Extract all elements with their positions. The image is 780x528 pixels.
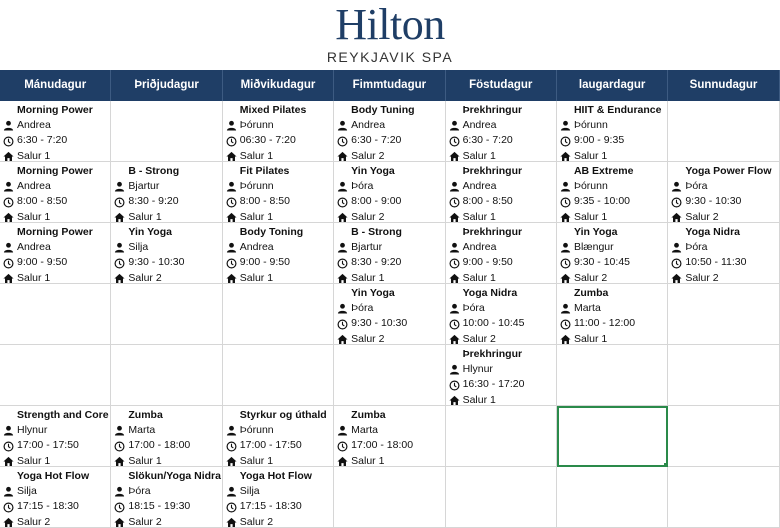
schedule-cell[interactable] (111, 101, 222, 162)
instructor-name: Silja (239, 485, 260, 498)
home-icon (337, 212, 348, 223)
day-header-tuesday[interactable]: Þriðjudagur (111, 70, 222, 101)
instructor-name: Þóra (351, 180, 374, 193)
class-time: 6:30 - 7:20 (351, 134, 402, 147)
class-time: 10:50 - 11:30 (685, 256, 747, 269)
home-icon (114, 273, 125, 284)
home-icon (560, 334, 571, 345)
instructor-name: Andrea (462, 180, 497, 193)
schedule-cell[interactable] (111, 467, 222, 528)
room-name: Salur 1 (462, 393, 496, 406)
home-icon (449, 212, 460, 223)
clock-icon (3, 258, 14, 269)
person-icon (449, 242, 460, 253)
person-icon (560, 181, 571, 192)
class-name: Strength and Core (17, 409, 109, 421)
class-time: 17:15 - 18:30 (239, 500, 302, 513)
instructor-name: Marta (128, 424, 156, 437)
room-name: Salur 2 (351, 149, 385, 162)
home-icon (226, 212, 237, 223)
home-icon (114, 456, 125, 467)
room-name: Salur 1 (351, 271, 385, 284)
weekday-header-row (0, 70, 780, 101)
class-time: 17:00 - 18:00 (128, 439, 191, 452)
class-time: 9:00 - 9:35 (573, 134, 625, 147)
home-icon (3, 517, 14, 528)
clock-icon (449, 136, 460, 147)
clock-icon (337, 136, 348, 147)
clock-icon (114, 502, 125, 513)
schedule-cell[interactable] (111, 162, 222, 223)
instructor-name: Andrea (462, 119, 497, 132)
person-icon (114, 425, 125, 436)
home-icon (226, 151, 237, 162)
schedule-cell[interactable] (668, 101, 779, 162)
schedule-cell[interactable] (223, 284, 334, 345)
schedule-cell[interactable] (668, 406, 779, 467)
room-name: Salur 1 (462, 210, 496, 223)
person-icon (671, 181, 682, 192)
class-name: Yoga Power Flow (685, 165, 772, 177)
day-header-friday[interactable]: Föstudagur (446, 70, 557, 101)
clock-icon (671, 197, 682, 208)
class-name: Yoga Nidra (685, 226, 740, 238)
home-icon (560, 151, 571, 162)
class-name: Þrekhringur (462, 348, 523, 360)
class-name: Styrkur og úthald (239, 409, 327, 421)
class-name: Morning Power (17, 165, 93, 177)
room-name: Salur 1 (128, 210, 162, 223)
instructor-name: Bjartur (128, 180, 160, 193)
instructor-name: Hlynur (462, 363, 493, 376)
instructor-name: Andrea (462, 241, 497, 254)
room-name: Salur 1 (239, 271, 274, 284)
class-name: Body Toning (239, 226, 304, 238)
class-name: AB Extreme (573, 165, 634, 177)
schedule-cell[interactable] (334, 467, 445, 528)
class-name: Body Tuning (351, 104, 415, 116)
schedule-cell[interactable] (111, 223, 222, 284)
schedule-cell[interactable] (446, 284, 557, 345)
class-name: B - Strong (128, 165, 180, 177)
home-icon (560, 273, 571, 284)
room-name: Salur 2 (128, 271, 162, 284)
class-time: 8:00 - 8:50 (17, 195, 68, 208)
clock-icon (226, 502, 237, 513)
schedule-cell[interactable] (111, 345, 222, 406)
home-icon (560, 212, 571, 223)
person-icon (449, 364, 460, 375)
schedule-cell[interactable] (0, 223, 111, 284)
person-icon (337, 425, 348, 436)
room-name: Salur 1 (17, 149, 51, 162)
instructor-name: Bjartur (351, 241, 383, 254)
person-icon (114, 486, 125, 497)
clock-icon (3, 441, 14, 452)
instructor-name: Þórunn (239, 424, 274, 437)
clock-icon (560, 197, 571, 208)
instructor-name: Andrea (351, 119, 386, 132)
clock-icon (114, 258, 125, 269)
schedule-cell[interactable] (0, 162, 111, 223)
person-icon (449, 303, 460, 314)
room-name: Salur 2 (128, 515, 162, 528)
schedule-cell[interactable] (668, 467, 779, 528)
class-name: Yin Yoga (351, 287, 395, 299)
clock-icon (114, 197, 125, 208)
room-name: Salur 1 (573, 210, 608, 223)
schedule-cell-selected[interactable] (557, 406, 668, 467)
instructor-name: Marta (351, 424, 379, 437)
room-name: Salur 2 (685, 210, 719, 223)
clock-icon (449, 197, 460, 208)
schedule-cell[interactable] (0, 467, 111, 528)
class-time: 6:30 - 7:20 (462, 134, 513, 147)
instructor-name: Andrea (17, 119, 51, 132)
schedule-cell[interactable] (111, 284, 222, 345)
home-icon (337, 456, 348, 467)
class-name: Morning Power (17, 226, 93, 238)
room-name: Salur 2 (239, 515, 274, 528)
person-icon (3, 425, 14, 436)
room-name: Salur 1 (17, 271, 51, 284)
person-icon (449, 120, 460, 131)
class-time: 8:30 - 9:20 (351, 256, 402, 269)
schedule-grid (0, 101, 780, 528)
instructor-name: Þóra (685, 241, 708, 254)
room-name: Salur 1 (462, 149, 496, 162)
clock-icon (337, 319, 348, 330)
person-icon (337, 303, 348, 314)
clock-icon (3, 197, 14, 208)
home-icon (3, 456, 14, 467)
instructor-name: Silja (17, 485, 37, 498)
clock-icon (560, 258, 571, 269)
person-icon (560, 303, 571, 314)
person-icon (226, 181, 237, 192)
schedule-cell[interactable] (111, 406, 222, 467)
brand-logo-subtitle: REYKJAVIK SPA (326, 49, 454, 65)
schedule-cell[interactable] (223, 223, 334, 284)
person-icon (114, 181, 125, 192)
schedule-cell[interactable] (668, 284, 779, 345)
class-name: Mixed Pilates (239, 104, 307, 116)
person-icon (3, 242, 14, 253)
instructor-name: Þórunn (573, 119, 608, 132)
person-icon (337, 120, 348, 131)
person-icon (337, 242, 348, 253)
room-name: Salur 2 (573, 271, 608, 284)
class-name: Yin Yoga (128, 226, 172, 238)
class-name: Zumba (128, 409, 163, 421)
instructor-name: Hlynur (17, 424, 48, 437)
schedule-cell[interactable] (0, 284, 111, 345)
instructor-name: Andrea (239, 241, 274, 254)
clock-icon (114, 441, 125, 452)
clock-icon (449, 258, 460, 269)
schedule-cell[interactable] (668, 223, 779, 284)
home-icon (337, 151, 348, 162)
class-time: 8:00 - 8:50 (462, 195, 513, 208)
class-name: Morning Power (17, 104, 93, 116)
home-icon (226, 273, 237, 284)
instructor-name: Blængur (573, 241, 614, 254)
schedule-cell[interactable] (446, 162, 557, 223)
clock-icon (337, 441, 348, 452)
person-icon (114, 242, 125, 253)
class-name: Zumba (573, 287, 609, 299)
room-name: Salur 1 (17, 454, 51, 467)
instructor-name: Andrea (17, 241, 51, 254)
class-name: Yoga Hot Flow (17, 470, 90, 482)
brand-header (0, 0, 780, 70)
home-icon (449, 334, 460, 345)
class-time: 8:00 - 8:50 (239, 195, 290, 208)
clock-icon (671, 258, 682, 269)
class-name: Zumba (351, 409, 386, 421)
clock-icon (226, 258, 237, 269)
person-icon (449, 181, 460, 192)
person-icon (671, 242, 682, 253)
day-header-saturday[interactable]: laugardagur (557, 70, 668, 101)
class-time: 8:00 - 9:00 (351, 195, 402, 208)
schedule-cell[interactable] (223, 467, 334, 528)
schedule-cell[interactable] (0, 101, 111, 162)
room-name: Salur 1 (573, 332, 608, 345)
schedule-cell[interactable] (446, 406, 557, 467)
room-name: Salur 1 (462, 271, 496, 284)
class-time: 8:30 - 9:20 (128, 195, 179, 208)
home-icon (114, 517, 125, 528)
day-header-thursday[interactable]: Fimmtudagur (334, 70, 445, 101)
room-name: Salur 2 (685, 271, 719, 284)
person-icon (226, 120, 237, 131)
day-header-sunday[interactable]: Sunnudagur (668, 70, 779, 101)
class-time: 9:30 - 10:30 (128, 256, 185, 269)
schedule-cell[interactable] (334, 284, 445, 345)
day-header-monday[interactable]: Mánudagur (0, 70, 111, 101)
room-name: Salur 1 (17, 210, 51, 223)
clock-icon (226, 197, 237, 208)
home-icon (337, 334, 348, 345)
class-time: 9:35 - 10:00 (573, 195, 630, 208)
clock-icon (560, 319, 571, 330)
class-time: 16:30 - 17:20 (462, 378, 525, 391)
day-header-wednesday[interactable]: Miðvikudagur (223, 70, 334, 101)
room-name: Salur 2 (351, 210, 385, 223)
class-name: Þrekhringur (462, 104, 523, 116)
instructor-name: Marta (573, 302, 601, 315)
person-icon (560, 120, 571, 131)
class-time: 17:00 - 17:50 (17, 439, 79, 452)
schedule-cell[interactable] (446, 467, 557, 528)
schedule-cell[interactable] (334, 101, 445, 162)
clock-icon (3, 502, 14, 513)
clock-icon (337, 258, 348, 269)
instructor-name: Þóra (462, 302, 485, 315)
instructor-name: Andrea (17, 180, 51, 193)
class-time: 9:30 - 10:45 (573, 256, 630, 269)
clock-icon (449, 380, 460, 391)
class-time: 17:00 - 18:00 (351, 439, 414, 452)
person-icon (226, 425, 237, 436)
home-icon (3, 151, 14, 162)
instructor-name: Þóra (685, 180, 708, 193)
home-icon (114, 212, 125, 223)
schedule-cell[interactable] (223, 345, 334, 406)
schedule-cell[interactable] (334, 223, 445, 284)
schedule-cell[interactable] (557, 162, 668, 223)
room-name: Salur 1 (128, 454, 162, 467)
home-icon (449, 395, 460, 406)
instructor-name: Þórunn (573, 180, 608, 193)
person-icon (337, 181, 348, 192)
schedule-cell[interactable] (557, 345, 668, 406)
class-name: Þrekhringur (462, 165, 523, 177)
home-icon (337, 273, 348, 284)
class-name: B - Strong (351, 226, 402, 238)
brand-logo-title: Hilton (335, 0, 445, 49)
home-icon (226, 517, 237, 528)
class-time: 11:00 - 12:00 (573, 317, 636, 330)
schedule-cell[interactable] (446, 223, 557, 284)
clock-icon (226, 136, 237, 147)
home-icon (3, 212, 14, 223)
home-icon (449, 273, 460, 284)
room-name: Salur 2 (462, 332, 496, 345)
schedule-cell[interactable] (446, 101, 557, 162)
class-name: Yoga Hot Flow (239, 470, 312, 482)
class-name: Fit Pilates (239, 165, 290, 177)
class-time: 17:00 - 17:50 (239, 439, 302, 452)
schedule-cell[interactable] (334, 162, 445, 223)
schedule-cell[interactable] (223, 406, 334, 467)
home-icon (671, 273, 682, 284)
class-time: 9:30 - 10:30 (351, 317, 408, 330)
class-time: 9:00 - 9:50 (17, 256, 68, 269)
home-icon (226, 456, 237, 467)
class-time: 9:00 - 9:50 (462, 256, 513, 269)
room-name: Salur 2 (351, 332, 385, 345)
schedule-cell[interactable] (557, 101, 668, 162)
class-name: Yoga Nidra (462, 287, 518, 299)
home-icon (449, 151, 460, 162)
schedule-cell[interactable] (0, 345, 111, 406)
class-time: 6:30 - 7:20 (17, 134, 68, 147)
schedule-cell[interactable] (334, 345, 445, 406)
schedule-cell[interactable] (557, 467, 668, 528)
clock-icon (226, 441, 237, 452)
class-name: Yin Yoga (573, 226, 618, 238)
schedule-cell[interactable] (223, 101, 334, 162)
instructor-name: Silja (128, 241, 149, 254)
instructor-name: Þórunn (239, 180, 274, 193)
class-time: 06:30 - 7:20 (239, 134, 296, 147)
class-name: Þrekhringur (462, 226, 523, 238)
clock-icon (449, 319, 460, 330)
class-time: 10:00 - 10:45 (462, 317, 525, 330)
schedule-cell[interactable] (668, 345, 779, 406)
room-name: Salur 1 (351, 454, 385, 467)
room-name: Salur 1 (239, 210, 274, 223)
person-icon (560, 242, 571, 253)
room-name: Salur 1 (573, 149, 608, 162)
class-time: 18:15 - 19:30 (128, 500, 191, 513)
class-name: HIIT & Endurance (573, 104, 662, 116)
person-icon (226, 242, 237, 253)
instructor-name: Þóra (128, 485, 151, 498)
instructor-name: Þóra (351, 302, 374, 315)
schedule-cell[interactable] (557, 284, 668, 345)
clock-icon (337, 197, 348, 208)
schedule-cell[interactable] (668, 162, 779, 223)
schedule-cell[interactable] (446, 345, 557, 406)
class-time: 9:30 - 10:30 (685, 195, 742, 208)
instructor-name: Þórunn (239, 119, 274, 132)
clock-icon (3, 136, 14, 147)
home-icon (671, 212, 682, 223)
person-icon (3, 181, 14, 192)
room-name: Salur 1 (239, 454, 274, 467)
schedule-cell[interactable] (223, 162, 334, 223)
room-name: Salur 1 (239, 149, 274, 162)
person-icon (3, 486, 14, 497)
class-name: Slökun/Yoga Nidra (128, 470, 221, 482)
schedule-cell[interactable] (557, 223, 668, 284)
person-icon (226, 486, 237, 497)
schedule-cell[interactable] (334, 406, 445, 467)
schedule-cell[interactable] (0, 406, 111, 467)
home-icon (3, 273, 14, 284)
room-name: Salur 2 (17, 515, 51, 528)
person-icon (3, 120, 14, 131)
class-name: Yin Yoga (351, 165, 395, 177)
class-time: 9:00 - 9:50 (239, 256, 290, 269)
class-time: 17:15 - 18:30 (17, 500, 79, 513)
clock-icon (560, 136, 571, 147)
